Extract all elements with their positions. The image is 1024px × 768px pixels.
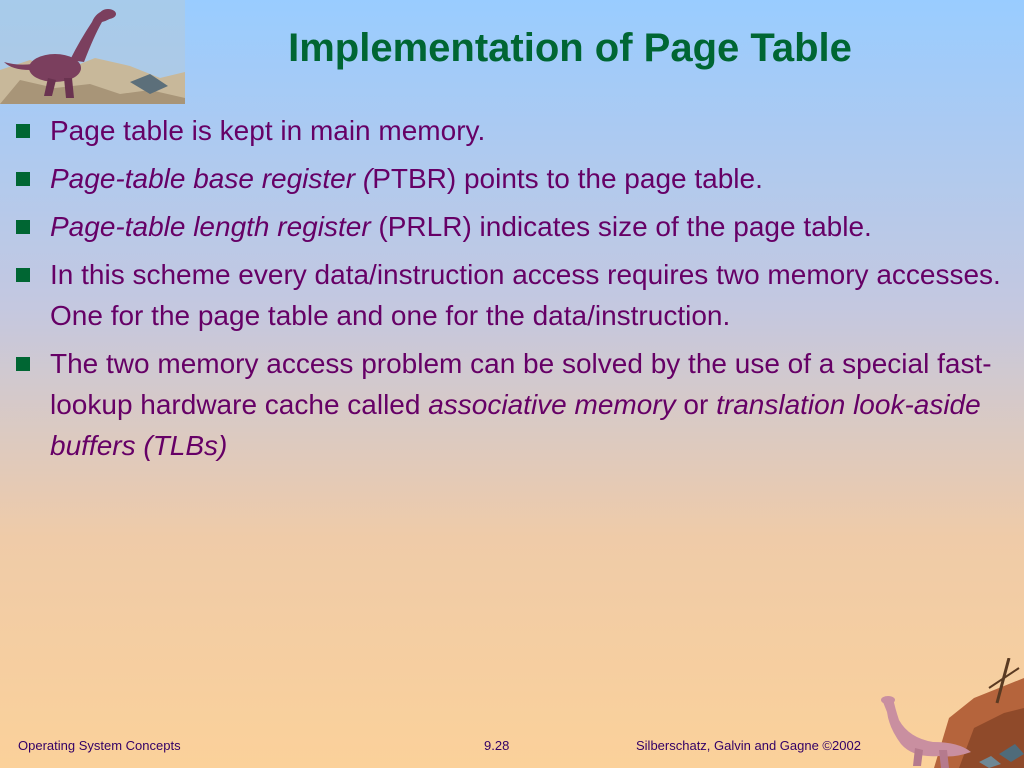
bullet-text-segment: Page table is kept in main memory. [50, 115, 486, 146]
bullet-item [12, 158, 1012, 199]
footer-slide-number: 9.28 [484, 738, 510, 753]
square-bullet-icon [16, 124, 30, 138]
square-bullet-icon [16, 268, 30, 282]
dinosaur-illustration-bottom-right [879, 658, 1024, 768]
bullet-item [12, 343, 1012, 466]
bullet-text-segment: or [675, 389, 717, 420]
square-bullet-icon [16, 357, 30, 371]
bullet-text-segment-italic: Page-table length register [50, 211, 371, 242]
bullet-text-segment: PTBR) points to the page table. [372, 163, 763, 194]
square-bullet-icon [16, 172, 30, 186]
bullet-item [12, 206, 1012, 247]
bullet-text-segment: (PRLR) indicates size of the page table. [370, 211, 872, 242]
bullet-item [12, 110, 1012, 151]
square-bullet-icon [16, 220, 30, 234]
bullet-item [12, 254, 1012, 336]
bullet-text-segment: In this scheme every data/instruction access requires two memory accesses. One for the page table and one for the data/instruction. [50, 259, 1001, 331]
bullet-list [12, 110, 1012, 473]
bullet-text-segment-italic: translation look-aside buffers (TLBs) [50, 389, 981, 461]
footer-copyright: Silberschatz, Galvin and Gagne ©2002 [636, 738, 861, 753]
bullet-text-segment-italic: associative memory [428, 389, 676, 420]
footer-course-title: Operating System Concepts [18, 738, 181, 753]
bullet-text-segment: The two memory access problem can be solved by the use of a special fast-lookup hardware cache called [50, 348, 992, 420]
slide-title: Implementation of Page Table [288, 26, 852, 70]
dinosaur-illustration-top-left [0, 0, 185, 104]
bullet-text-segment-italic: Page-table base register ( [50, 163, 373, 194]
